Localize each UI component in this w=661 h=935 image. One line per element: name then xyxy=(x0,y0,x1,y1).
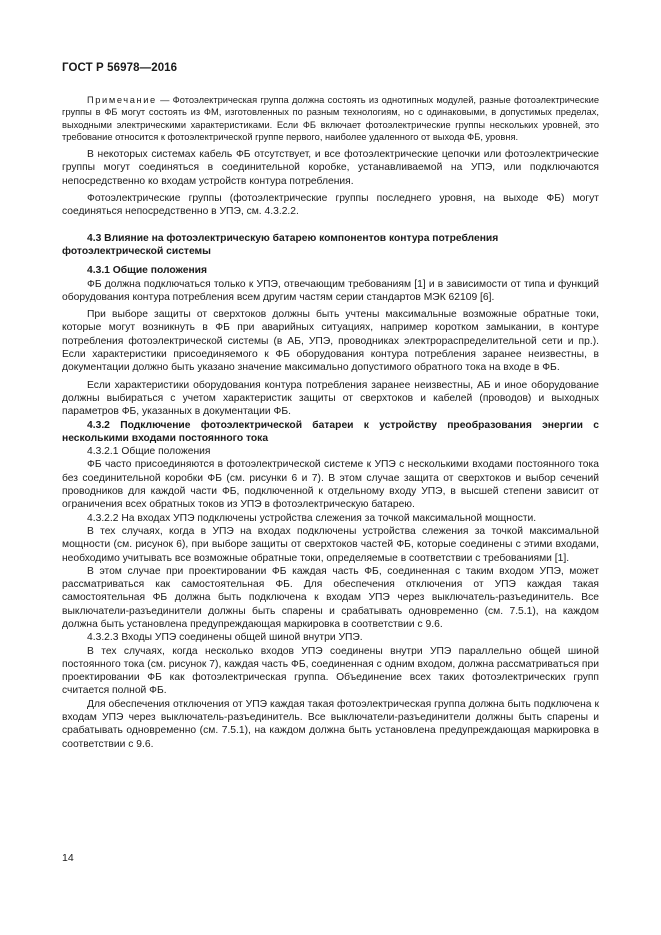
paragraph: ФБ часто присоединяются в фотоэлектрической системе к УПЭ с несколькими входами постоянного тока без соединительной коробки ФБ (см. рисунки 6 и 7). В этом случае защита от сверхтоков и выбор сечений проводников для каждой части ФБ, подключенной к отдельному входу УПЭ, в высшей степени зависит от ограничения всех обратных токов из УПЭ в фотоэлектрическую батарею. xyxy=(62,459,599,511)
section-heading-4-3-2 xyxy=(62,419,599,446)
paragraph: ФБ должна подключаться только к УПЭ, отвечающим требованиям [1] и в зависимости от типа и функций оборудования контура потребления всем другим частям серии стандартов МЭК 62109 [6]. xyxy=(62,278,599,303)
document-header: ГОСТ Р 56978—2016 xyxy=(62,62,178,74)
section-number: 4.3.2 xyxy=(87,419,110,431)
page-number: 14 xyxy=(62,852,74,864)
section-heading-4-3-2-1: 4.3.2.1 Общие положения xyxy=(87,446,211,458)
note-dash: — xyxy=(156,95,173,105)
note-label: Примечание xyxy=(87,95,157,105)
section-title: Подключение фотоэлектрической батареи к устройству преобразования энергии с несколькими входами постоянного тока xyxy=(62,419,599,444)
section-heading-4-3: 4.3 Влияние на фотоэлектрическую батарею компонентов контура потребления фотоэлектрической системы xyxy=(62,232,499,257)
section-heading-4-3-2-2: 4.3.2.2 На входах УПЭ подключены устройства слежения за точкой максимальной мощности. xyxy=(87,512,537,524)
page-content xyxy=(62,94,599,751)
paragraph: В тех случаях, когда несколько входов УПЭ соединены внутри УПЭ параллельно общей шиной постоянного тока (см. рисунок 7), каждая часть ФБ, соединенная с одним входом, должна рассматриваться при проектировании ФБ как фотоэлектрическая группа. Объединение всех таких фотоэлектрических групп считается полной ФБ. xyxy=(62,645,599,697)
paragraph: Для обеспечения отключения от УПЭ каждая такая фотоэлектрическая группа должна быть подключена к входам УПЭ через выключатель-разъединитель. Все выключатели-разъединители должны быть спарены и срабатывать одновременно (см. 7.5.1), на каждом должна быть установлена предупреждающая маркировка в соответствии с 9.6. xyxy=(62,698,599,750)
paragraph: В этом случае при проектировании ФБ каждая часть ФБ, соединенная с таким входом УПЭ, может рассматриваться как самостоятельная ФБ. Для обеспечения отключения от УПЭ каждая такая самостоятельная ФБ должна быть подключена к входам УПЭ через выключатель-разъединитель. Все выключатели-разъединители должны быть спарены и срабатывать одновременно (см. 7.5.1), на каждом должна быть установлена предупреждающая маркировка в соответствии с 9.6. xyxy=(62,565,599,630)
paragraph: Фотоэлектрические группы (фотоэлектрические группы последнего уровня, на выходе ФБ) могут соединяться непосредственно в УПЭ, см. 4.3.2.2. xyxy=(62,193,599,218)
paragraph: При выборе защиты от сверхтоков должны быть учтены максимальные возможные обратные токи, которые могут возникнуть в ФБ при аварийных ситуациях, например коротком замыкании, в контуре потребления фотоэлектрической системы (в АБ, УПЭ, проводниках электрораспределительной сети и пр.). Если характеристики присоединяемого к ФБ оборудования контура потребления заранее неизвестны, в документации должно быть указано значение максимально допустимого обратного тока на входе в ФБ. xyxy=(62,309,599,374)
note-text: Фотоэлектрическая группа должна состоять из однотипных модулей, разные фотоэлектрические группы в ФБ могут состоять из ФМ, изготовленных по разным технологиям, но с одинаковыми, в допустимых пределах, выходными электрическими характеристиками. Если ФБ включает фотоэлектрические группы нескольких уровней, это требование относится к фотоэлектрической группе первого, наиболее удаленного от выхода ФБ, уровня. xyxy=(62,95,599,142)
paragraph: Если характеристики оборудования контура потребления заранее неизвестны, АБ и иное оборудование должны выбираться с учетом характеристик защиты от сверхтоков и кабелей (проводов) и выходных параметров ФБ, указанных в документации ФБ. xyxy=(62,379,599,418)
section-heading-4-3-2-3: 4.3.2.3 Входы УПЭ соединены общей шиной внутри УПЭ. xyxy=(87,632,363,644)
section-heading-4-3-1: 4.3.1 Общие положения xyxy=(87,265,207,277)
paragraph: В некоторых системах кабель ФБ отсутствует, и все фотоэлектрические цепочки или фотоэлектрические группы могут соединяться в соединительной коробке, устанавливаемой на УПЭ, или подключаются непосредственно ко входам устройств контура потребления. xyxy=(62,149,599,187)
note-paragraph xyxy=(62,94,599,143)
paragraph: В тех случаях, когда в УПЭ на входах подключены устройства слежения за точкой максимальной мощности (см. рисунок 6), при выборе защиты от сверхтоков частей ФБ, которые соединены с этими входами, необходимо учитывать все возможные обратные токи, определяемые в соответствии с требованиями [1]. xyxy=(62,525,599,564)
